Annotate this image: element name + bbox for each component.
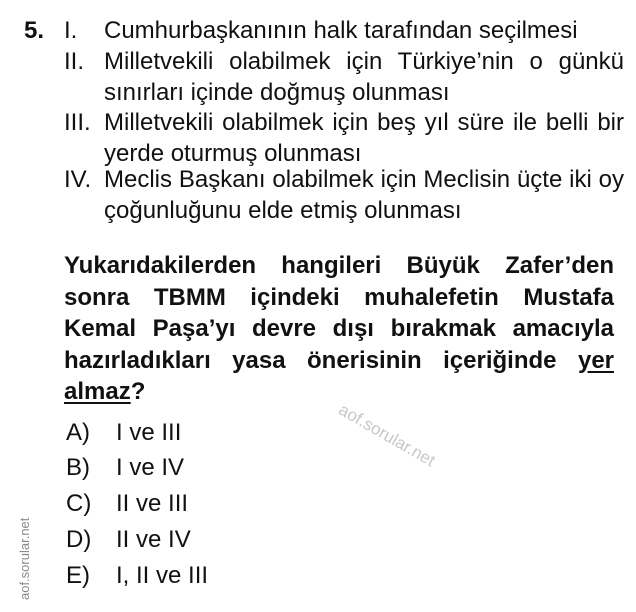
option-e[interactable] xyxy=(66,561,208,591)
watermark-diagonal: aof.sorular.net xyxy=(335,400,439,471)
statement-text: Milletvekili olabilmek için Türkiye’nin o günkü sınırları içinde doğmuş olunması xyxy=(104,48,624,106)
question-number: 5. xyxy=(24,17,45,44)
statement-roman: IV. xyxy=(64,166,92,193)
statement-roman: III. xyxy=(64,109,91,136)
statement-roman: II. xyxy=(64,48,85,75)
option-c[interactable] xyxy=(66,489,188,519)
statement-text: Meclis Başkanı olabilmek için Meclisin üçte iki oy çoğunluğunu elde etmiş olunması xyxy=(104,166,624,224)
statement-roman: I. xyxy=(64,17,78,44)
option-letter: C) xyxy=(66,490,92,517)
statement-3 xyxy=(64,107,624,169)
option-d[interactable] xyxy=(66,525,191,555)
option-letter: E) xyxy=(66,562,90,589)
option-text: I, II ve III xyxy=(116,562,209,589)
option-text: I ve IV xyxy=(116,454,185,481)
option-text: II ve III xyxy=(116,490,189,517)
question-stem-end: ? xyxy=(130,378,146,405)
option-text: II ve IV xyxy=(116,526,191,553)
option-letter: B) xyxy=(66,454,90,481)
statement-4 xyxy=(64,164,624,226)
statement-2 xyxy=(64,46,624,108)
statement-text: Milletvekili olabilmek için beş yıl süre ile belli bir yerde oturmuş olunması xyxy=(104,109,624,167)
statement-1 xyxy=(64,15,624,46)
option-letter: D) xyxy=(66,526,92,553)
option-b[interactable] xyxy=(66,453,184,483)
question-stem-main: Yukarıdakilerden hangileri Büyük Zafer’den sonra TBMM içindeki muhalefetin Mustafa Kemal Paşa’yı devre dışı bırakmak amacıyla hazırladıkları yasa önerisinin içeriğinde xyxy=(64,252,614,374)
option-text: I ve III xyxy=(116,419,182,446)
question-stem-emphasis: yer almaz xyxy=(64,346,615,405)
statement-text: Cumhurbaşkanının halk tarafından seçilmesi xyxy=(104,17,578,44)
option-a[interactable] xyxy=(66,418,181,448)
watermark-side: aof.sorular.net xyxy=(17,517,32,600)
question-stem xyxy=(64,250,614,408)
option-letter: A) xyxy=(66,419,90,446)
